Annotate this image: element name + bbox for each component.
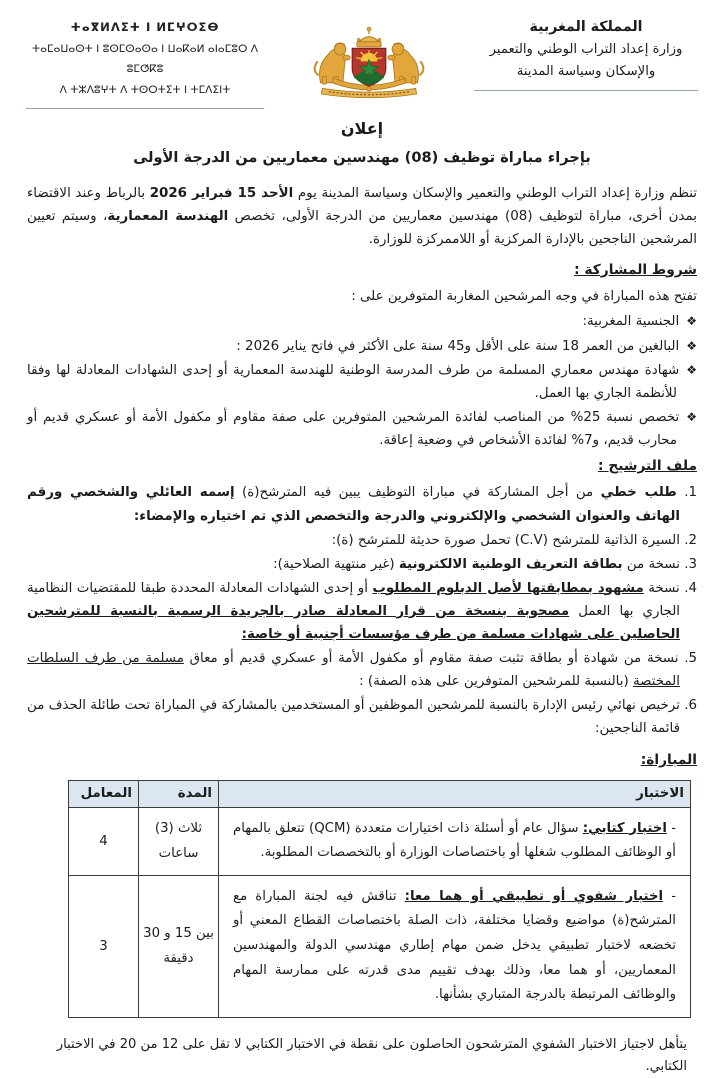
competition-table-body xyxy=(69,807,691,1017)
ministry-name-arabic-line1: وزارة إعداد التراب الوطني والتعمير xyxy=(489,42,683,58)
competition-table-header xyxy=(69,780,691,807)
condition-text: شهادة مهندس معماري المسلمة من طرف المدرسة الوطنية للهندسة المعمارية أو إحدى الشهادات المعادلة لها وفقا للأنظمة الجاري بها العمل. xyxy=(27,362,680,401)
participation-conditions-heading: شروط المشاركة : xyxy=(574,261,697,278)
condition-text: تخصص نسبة 25% من المناصب لفائدة المرشحين المتوفرين على صفة مقاوم أو مكفول الأمة أو عسكري قديم أو محارب قديم، و7% لفائدة الأشخاص في وضعية إعاقة. xyxy=(27,409,680,448)
condition-text: الجنسية المغربية: xyxy=(582,314,680,330)
condition-item xyxy=(27,359,697,405)
item-number: 1. xyxy=(676,485,697,501)
application-file-item: 6. ترخيص نهائي رئيس الإدارة بالنسبة للمرشحين الموظفين أو المستخدمين بالمشاركة في المباراة تحت طائلة الحذف من قائمة الناجحين: xyxy=(27,697,697,736)
application-file-list xyxy=(27,481,697,740)
announcement-title: إعلان xyxy=(340,118,384,138)
diamond-bullet-icon: ❖ xyxy=(686,362,697,377)
diamond-bullet-icon: ❖ xyxy=(686,314,697,329)
morocco-coat-of-arms-icon xyxy=(308,24,430,108)
item-number: 5. xyxy=(678,650,698,666)
ministry-header-tifinagh xyxy=(26,16,264,109)
exam-coefficient: 4 xyxy=(69,807,139,875)
competition-table xyxy=(68,780,691,1018)
document-body xyxy=(0,166,724,1079)
column-header-duration: المدة xyxy=(139,780,219,807)
intro-paragraph: تنظم وزارة إعداد التراب الوطني والتعمير والإسكان وسياسة المدينة يوم الأحد 15 فبراير 2026 بالرباط وعند الاقتضاء بمدن أخرى، مباراة لتوظيف (08) مهندسين معماريين من الدرجة الأولى، تخصص الهندسة المعمارية، وسيتم تعيين المرشحين الناجحين بالإدارة المركزية أو اللاممركزة للوزارة. xyxy=(27,185,697,247)
condition-text: البالغين من العمر 18 سنة على الأقل و45 سنة على الأكثر في فاتح يناير 2026 : xyxy=(236,338,680,354)
emblem-container xyxy=(303,24,435,108)
application-file-item: 2. السيرة الذاتية للمترشح (C.V) تحمل صورة حديثة للمترشح (ة): xyxy=(331,532,697,548)
application-file-heading: ملف الترشيح : xyxy=(598,457,697,474)
participation-conditions-list xyxy=(27,310,697,451)
exam-coefficient: 3 xyxy=(69,875,139,1017)
exam-duration: ثلاث (3) ساعات xyxy=(139,807,219,875)
item-number: 3. xyxy=(679,556,697,572)
application-file-item: 3. نسخة من بطاقة التعريف الوطنية الالكترونية (غير منتهية الصلاحية): xyxy=(273,556,697,572)
ministry-header-arabic xyxy=(474,16,698,91)
exam-duration: بين 15 و 30 دقيقة xyxy=(139,875,219,1017)
competition-heading: المباراة: xyxy=(640,751,697,768)
diamond-bullet-icon: ❖ xyxy=(686,409,698,424)
column-header-coefficient: المعامل xyxy=(69,780,139,807)
column-header-exam: الاختبار xyxy=(219,780,691,807)
kingdom-name-arabic: المملكة المغربية xyxy=(529,19,643,35)
condition-item xyxy=(27,310,697,333)
participation-intro-line: تفتح هذه المباراة في وجه المرشحين المغاربة المتوفرين على : xyxy=(351,289,697,305)
document-header xyxy=(0,0,724,109)
exam-row xyxy=(69,875,691,1017)
kingdom-name-tifinagh: ⵜⴰⴳⵍⴷⵉⵜ ⵏ ⵍⵎⵖⵔⵉⴱ xyxy=(70,20,220,34)
ministry-name-arabic-line2: والإسكان وسياسة المدينة xyxy=(516,64,656,80)
condition-item xyxy=(27,406,697,452)
exam-description: - اختبار شفوي أو تطبيقي أو هما معا: تناقش فيه لجنة المباراة مع المترشح(ة) مواضيع وقضايا مختلفة، ذات الصلة باختصاصات القطاع المعني أو تخضعه لاختبار تطبيقي يدخل ضمن مهام إطاري مهندسي الدولة والمهندسين المعماريين، أو هما معا، وذلك بهدف تقييم مدى قدرته على ممارسة المهام والوظائف المرتبطة بالدرجة المتباري بشأنها. xyxy=(219,875,691,1017)
item-number: 2. xyxy=(679,532,697,548)
ministry-name-tifinagh-line1: ⵜⴰⵎⴰⵡⴰⵙⵜ ⵏ ⵓⵙⵎⵙⴰⵙⴰ ⵏ ⵡⴰⴽⴰⵍ ⴰⵏⴰⵎⵓⵔ ⴷ ⵓⵎⵚⴽⵓ xyxy=(32,42,258,76)
application-file-item: 4. نسخة مشهود بمطابقتها لأصل الدبلوم المطلوب أو إحدى الشهادات المعادلة المحددة طبقا للمقتضيات النظامية الجاري بها العمل مصحوبة بنسخة من قرار المعادلة صادر بالجريدة الرسمية بالنسبة للمترشحين الحاصلين على شهادات مسلمة من طرف مؤسسات أجنبية أو خاصة: xyxy=(27,580,697,642)
application-file-item: 1. طلب خطي من أجل المشاركة في مباراة التوظيف يبين فيه المترشح(ة) إسمه العائلي والشخصي ورقم الهاتف والعنوان الشخصي والإلكتروني والدرجة والتخصص الذي تم اختياره والإمضاء: xyxy=(27,485,697,524)
header-row xyxy=(69,780,691,807)
title-block xyxy=(0,119,724,166)
item-number: 6. xyxy=(679,697,697,713)
condition-item xyxy=(27,335,697,358)
application-file-item: 5. نسخة من شهادة أو بطاقة تثبت صفة مقاوم أو مكفول الأمة أو عسكري قديم أو معاق مسلمة من طرف السلطات المختصة (بالنسبة للمرشحين المتوفرين على هذه الصفة) : xyxy=(27,650,698,689)
exam-description: - اختبار كتابي: سؤال عام أو أسئلة ذات اختيارات متعددة (QCM) تتعلق بالمهام أو الوظائف المطلوب شغلها أو باختصاصات الوزارة أو بالتخصصات المطلوبة. xyxy=(219,807,691,875)
item-number: 4. xyxy=(679,580,697,596)
exam-row xyxy=(69,807,691,875)
diamond-bullet-icon: ❖ xyxy=(686,338,697,353)
ministry-name-tifinagh-line2: ⴷ ⵜⵣⴷⵓⵖⵜ ⴷ ⵜⵙⵔⵜⵉⵜ ⵏ ⵜⵎⴷⵉⵏⵜ xyxy=(59,83,231,96)
announcement-subtitle: بإجراء مباراة توظيف (08) مهندسين معماريين من الدرجة الأولى xyxy=(133,148,591,166)
qualification-note: يتأهل لاجتياز الاختبار الشفوي المترشحون الحاصلون على نقطة في الاختبار الكتابي لا تقل على 12 من 20 في الاختبار الكتابي. xyxy=(56,1036,687,1075)
